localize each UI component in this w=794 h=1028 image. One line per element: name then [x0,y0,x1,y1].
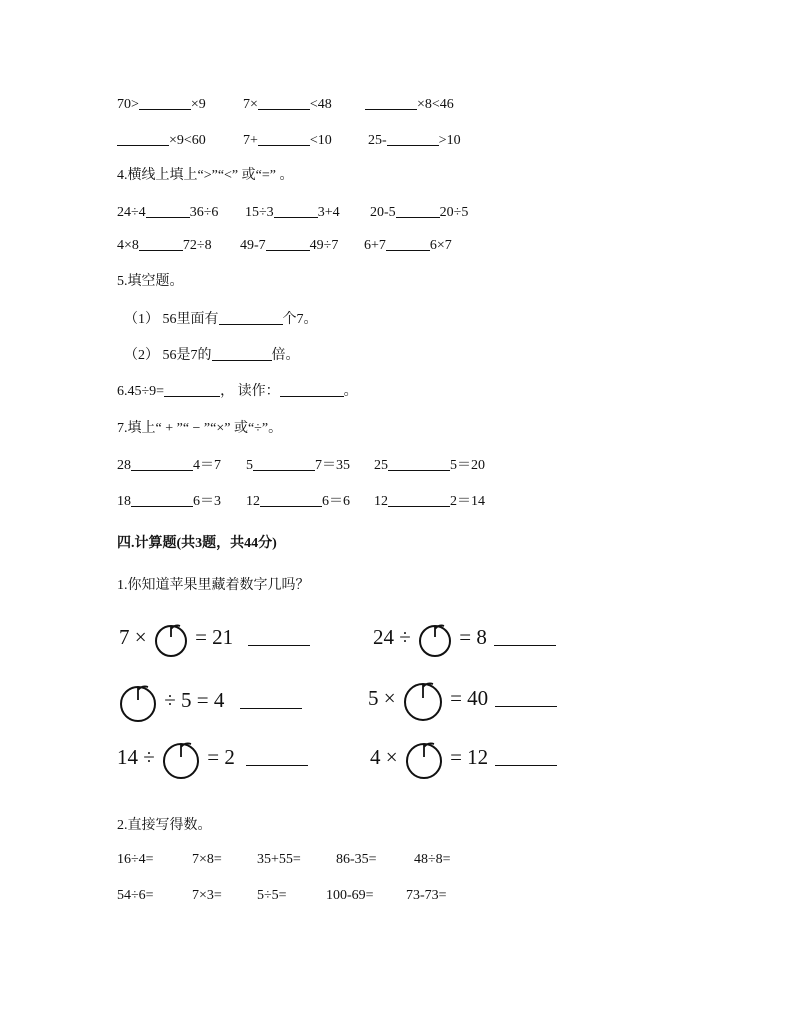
expr-text: ×9<60 [169,133,206,148]
expr-text: 7+ [243,133,258,148]
answer-blank[interactable] [246,747,308,766]
answer-blank[interactable] [253,456,315,471]
expr-text: 49÷7 [309,238,339,253]
question-text: 。 [343,384,358,399]
expr-text: = 21 [195,624,234,649]
expr-text: 3+4 [317,205,340,220]
apple-icon[interactable] [160,738,202,780]
q7-row-1c [374,456,485,475]
q6-line [117,382,358,401]
compare-row-1 [117,95,206,114]
q4-title: 4.横线上填上“>”“<” 或“=” 。 [117,168,294,183]
expr-text: ×9 [190,97,206,112]
q1-title: 1.你知道苹果里藏着数字几吗？ [117,578,310,593]
calc-item: 73-73= [406,888,447,903]
expr-text: 4×8 [117,238,139,253]
expr-text: <10 [309,133,332,148]
section-heading: 四.计算题(共3题，共44分) [117,536,277,551]
q7-row-1b [246,456,350,475]
q7-row-2b [246,492,350,511]
question-text: （2） 56是7的 [124,348,212,363]
answer-blank[interactable] [274,203,318,218]
expr-text: 24 ÷ [373,624,411,649]
answer-blank[interactable] [387,131,439,146]
answer-blank[interactable] [388,456,450,471]
answer-blank[interactable] [164,382,220,397]
expr-text: 7 × [119,624,147,649]
expr-text: ×8<46 [417,97,454,112]
answer-blank[interactable] [139,236,183,251]
q5-item-2 [124,346,300,365]
question-text: 倍。 [271,348,300,363]
q5-title: 5.填空题。 [117,274,184,289]
answer-blank[interactable] [266,236,310,251]
apple-icon[interactable] [152,620,190,658]
expr-text: 6＝6 [322,494,350,509]
answer-blank[interactable] [117,131,169,146]
q5-item-1 [124,310,318,329]
expr-text: 15÷3 [245,205,274,220]
expr-text: 5 [246,458,253,473]
apple-eq-2 [373,620,556,658]
expr-text: 12 [374,494,388,509]
compare-row-2c [368,131,461,150]
answer-blank[interactable] [146,203,190,218]
expr-text: 20÷5 [439,205,469,220]
apple-eq-5 [117,738,308,780]
compare-row-1c [365,95,454,114]
q7-row-2a [117,492,221,511]
answer-blank[interactable] [240,690,302,709]
apple-eq-4 [368,678,557,722]
expr-text: 28 [117,458,131,473]
calc-item: 7×8= [192,852,222,867]
q7-row-2c [374,492,485,511]
calc-item: 7×3= [192,888,222,903]
calc-item: 100-69= [326,888,374,903]
apple-icon[interactable] [117,681,159,723]
expr-text: 70> [117,97,139,112]
answer-blank[interactable] [131,456,193,471]
answer-blank[interactable] [258,95,310,110]
q4-row-2c [364,236,452,255]
answer-blank[interactable] [495,688,557,707]
answer-blank[interactable] [365,95,417,110]
answer-blank[interactable] [280,382,344,397]
compare-row-1b [243,95,332,114]
answer-blank[interactable] [219,310,283,325]
apple-eq-3 [117,681,302,723]
q7-row-1a [117,456,221,475]
q2-title: 2.直接写得数。 [117,818,212,833]
apple-eq-1 [119,620,310,658]
calc-item: 48÷8= [414,852,451,867]
expr-text: 49-7 [240,238,266,253]
question-text: ， 读作： [220,384,280,399]
expr-text: 36÷6 [189,205,219,220]
apple-icon[interactable] [403,738,445,780]
expr-text: 7× [243,97,258,112]
expr-text: 6×7 [429,238,452,253]
expr-text: 5 × [368,685,396,710]
apple-icon[interactable] [401,678,445,722]
expr-text: 5＝20 [450,458,485,473]
expr-text: 18 [117,494,131,509]
expr-text: 4＝7 [193,458,221,473]
apple-icon[interactable] [416,620,454,658]
expr-text: = 12 [450,744,489,769]
answer-blank[interactable] [248,627,310,646]
answer-blank[interactable] [388,492,450,507]
compare-row-2b [243,131,332,150]
q4-row-1c [370,203,468,222]
expr-text: = 40 [450,685,489,710]
expr-text: 72÷8 [182,238,212,253]
expr-text: 7＝35 [315,458,350,473]
answer-blank[interactable] [212,346,272,361]
expr-text: 25 [374,458,388,473]
expr-text: >10 [438,133,461,148]
calc-item: 54÷6= [117,888,154,903]
q4-row-2b [240,236,338,255]
calc-item: 35+55= [257,852,301,867]
expr-text: 4 × [370,744,398,769]
expr-text: ÷ 5 = 4 [164,687,225,712]
expr-text: 6+7 [364,238,386,253]
q7-title: 7.填上“ + ”“ − ”“×” 或“÷”。 [117,421,283,436]
question-text: （1） 56里面有 [124,312,219,327]
q4-row-1a [117,203,218,222]
answer-blank[interactable] [495,747,557,766]
calc-item: 86-35= [336,852,377,867]
q4-row-1b [245,203,340,222]
calc-item: 16÷4= [117,852,154,867]
expr-text: 25- [368,133,387,148]
answer-blank[interactable] [494,627,556,646]
answer-blank[interactable] [386,236,430,251]
expr-text: 2＝14 [450,494,485,509]
expr-text: 12 [246,494,260,509]
answer-blank[interactable] [258,131,310,146]
expr-text: = 2 [207,744,235,769]
expr-text: 6＝3 [193,494,221,509]
answer-blank[interactable] [131,492,193,507]
expr-text: = 8 [459,624,487,649]
calc-item: 5÷5= [257,888,287,903]
expr-text: <48 [309,97,332,112]
answer-blank[interactable] [139,95,191,110]
question-text: 6.45÷9= [117,384,165,399]
expr-text: 20-5 [370,205,396,220]
expr-text: 14 ÷ [117,744,155,769]
answer-blank[interactable] [396,203,440,218]
q4-row-2a [117,236,212,255]
expr-text: 24÷4 [117,205,146,220]
question-text: 个7。 [282,312,318,327]
compare-row-2 [117,131,206,150]
answer-blank[interactable] [260,492,322,507]
apple-eq-6 [370,738,557,780]
